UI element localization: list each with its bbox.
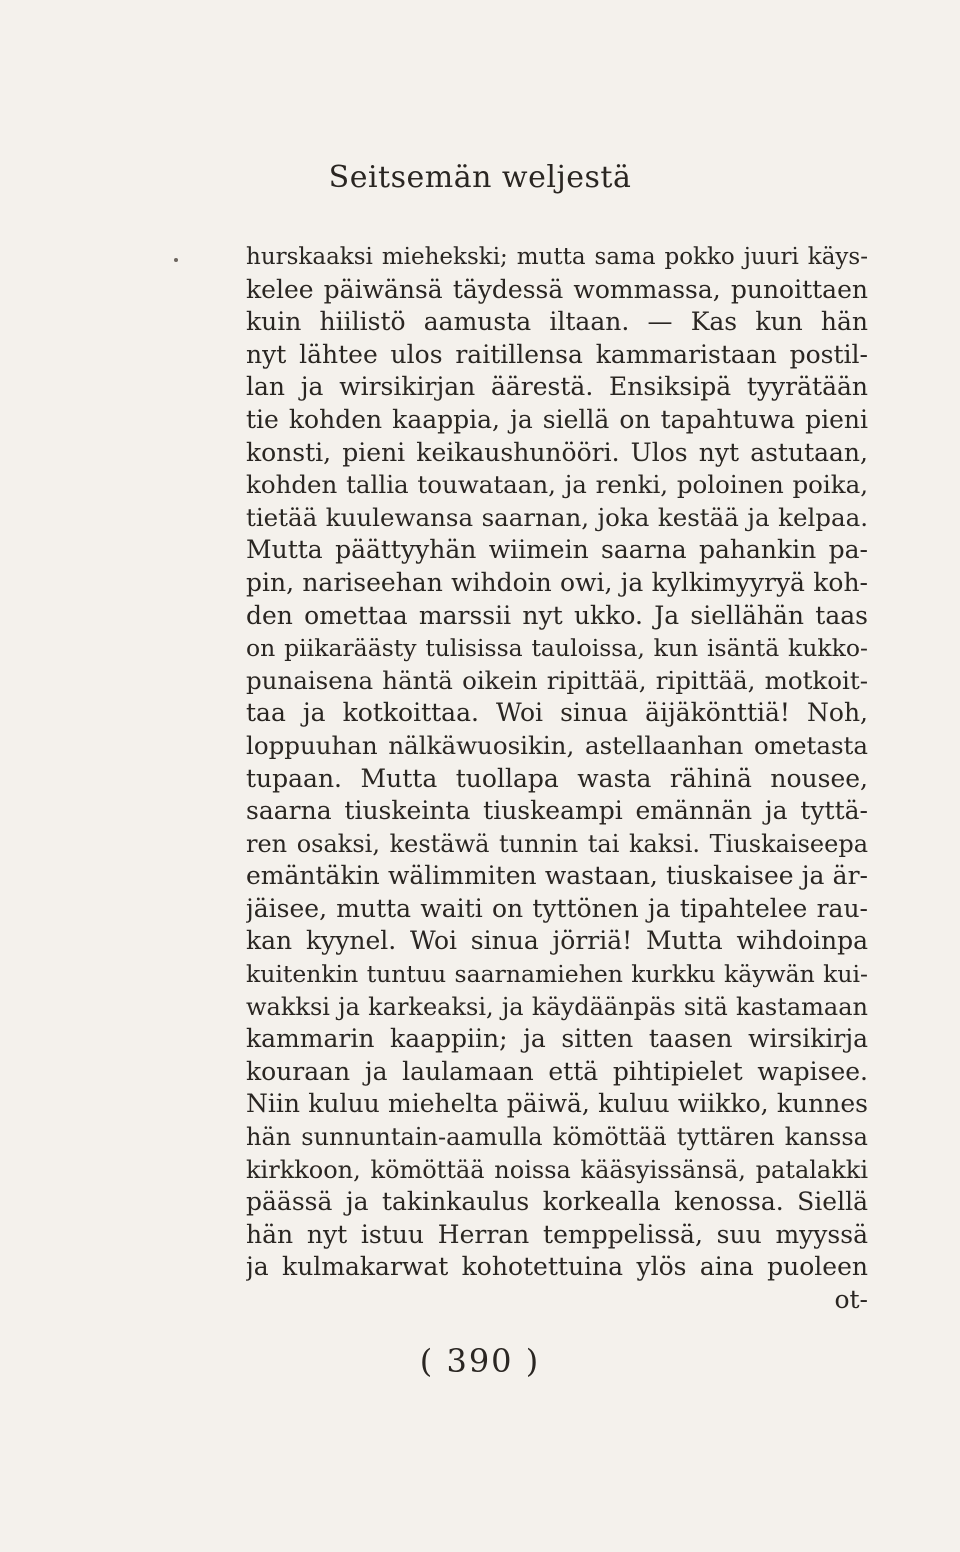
running-head: Seitsemän weljestä bbox=[328, 160, 632, 195]
text-line: on piikaräästy tulisissa tauloissa, kun isäntä kukko- bbox=[246, 634, 868, 663]
text-line: den omettaa marssii nyt ukko. Ja siellähän taas bbox=[246, 600, 868, 630]
text-line: taa ja kotkoittaa. Woi sinua äijäkönttiä! Noh, bbox=[246, 698, 868, 728]
text-line: lan ja wirsikirjan äärestä. Ensiksipä tyyrätään bbox=[246, 372, 868, 402]
text-line: nyt lähtee ulos raitillensa kammaristaan postil- bbox=[246, 339, 868, 369]
text-line: kelee päiwänsä täydessä wommassa, punoittaen bbox=[246, 274, 868, 304]
text-line: hän nyt istuu Herran temppelissä, suu myyssä bbox=[246, 1219, 868, 1249]
body-text bbox=[246, 241, 868, 1317]
text-line: Niin kuluu miehelta päiwä, kuluu wiikko, kunnes bbox=[246, 1089, 868, 1119]
text-line: punaisena häntä oikein ripittää, ripittää, motkoit- bbox=[246, 665, 868, 695]
text-line: kuin hiilistö aamusta iltaan. — Kas kun hän bbox=[246, 307, 868, 337]
text-line: tupaan. Mutta tuollapa wasta rähinä nousee, bbox=[246, 763, 868, 793]
text-line: kirkkoon, kömöttää noissa kääsyissänsä, patalakki bbox=[246, 1155, 868, 1184]
text-line: emäntäkin wälimmiten wastaan, tiuskaisee ja är- bbox=[246, 861, 868, 891]
text-line: hän sunnuntain-aamulla kömöttää tyttären kanssa bbox=[246, 1123, 868, 1152]
text-line: hurskaaksi miehekski; mutta sama pokko juuri käys- bbox=[246, 244, 868, 270]
text-line: kan kyynel. Woi sinua jörriä! Mutta wihdoinpa bbox=[246, 926, 868, 956]
text-line: kohden tallia touwataan, ja renki, poloinen poika, bbox=[246, 470, 868, 500]
page-number: ( 390 ) bbox=[419, 1342, 541, 1380]
text-line: loppuuhan nälkäwuosikin, astellaanhan ometasta bbox=[246, 730, 868, 760]
text-line: ot- bbox=[834, 1285, 868, 1314]
text-line: Mutta päättyyhän wiimein saarna pahankin pa- bbox=[246, 535, 868, 565]
text-line: kuitenkin tuntuu saarnamiehen kurkku käywän kui- bbox=[246, 960, 868, 989]
text-line: konsti, pieni keikaushunööri. Ulos nyt astutaan, bbox=[246, 437, 868, 467]
text-line: wakksi ja karkeaksi, ja käydäänpäs sitä kastamaan bbox=[246, 992, 868, 1021]
text-line: kammarin kaappiin; ja sitten taasen wirsikirja bbox=[246, 1024, 868, 1054]
text-line: kouraan ja laulamaan että pihtipielet wapisee. bbox=[246, 1056, 868, 1086]
text-line: ja kulmakarwat kohotettuina ylös aina puoleen bbox=[246, 1252, 868, 1282]
margin-dot bbox=[174, 258, 178, 262]
text-line: pin, nariseehan wihdoin owi, ja kylkimyyryä koh- bbox=[246, 567, 868, 597]
text-line: päässä ja takinkaulus korkealla kenossa. Siellä bbox=[246, 1187, 868, 1217]
text-line: tie kohden kaappia, ja siellä on tapahtuwa pieni bbox=[246, 404, 868, 434]
text-line: jäisee, mutta waiti on tyttönen ja tipahtelee rau- bbox=[246, 893, 868, 923]
text-line: saarna tiuskeinta tiuskeampi emännän ja tyttä- bbox=[246, 796, 868, 826]
text-line: ren osaksi, kestäwä tunnin tai kaksi. Tiuskaiseepa bbox=[246, 829, 868, 858]
text-line: tietää kuulewansa saarnan, joka kestää ja kelpaa. bbox=[246, 502, 868, 532]
